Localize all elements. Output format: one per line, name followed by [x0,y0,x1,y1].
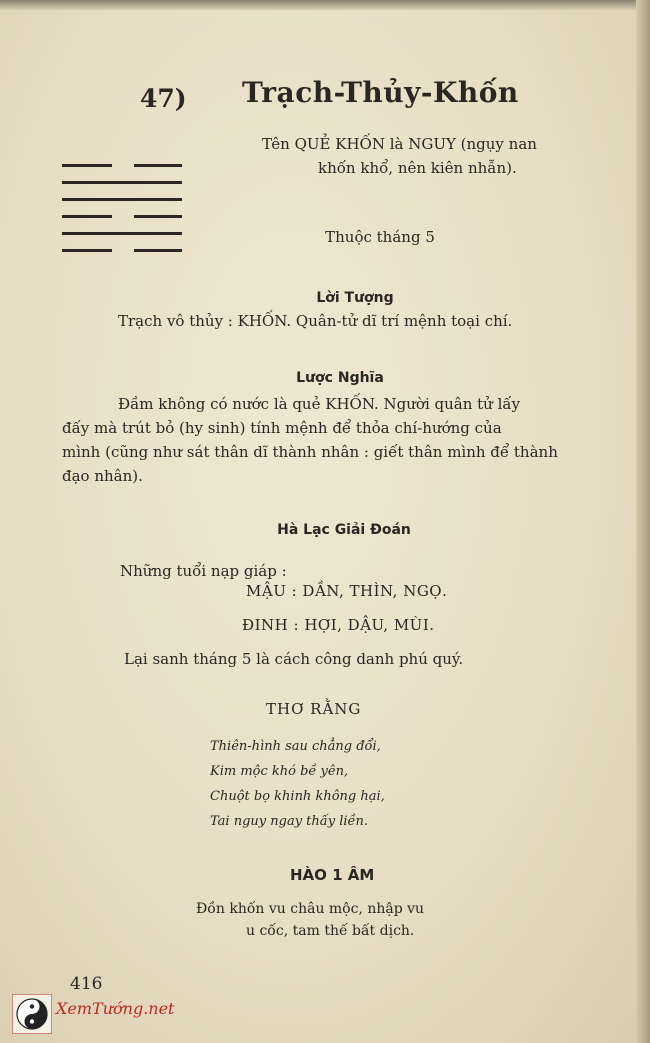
poem-line: Chuột bọ khinh không hại, [210,789,385,804]
hao-heading: HÀO 1 ÂM [290,866,375,884]
ha-lac-dinh: ĐINH : HỢI, DẬU, MÙI. [242,616,435,634]
hao-text [196,898,424,942]
hexagram-line-yin [134,164,182,167]
chapter-title: Trạch-Thủy-Khốn [242,76,519,109]
loi-tuong-text: Trạch vô thủy : KHỐN. Quân-tử dĩ trí mệnh toại chí. [118,312,513,330]
poem-heading: THƠ RẰNG [266,700,362,718]
poem-line: Thiên-hình sau chẳng đổi, [210,739,381,754]
poem [210,734,385,834]
ha-lac-mau: MẬU : DẦN, THÌN, NGỌ. [246,582,448,600]
hexagram-line-yin [134,249,182,252]
hexagram-line-yang [62,181,182,184]
paragraph-line: đấy mà trút bỏ (hy sinh) tính mệnh để thỏa chí-hướng của [62,419,502,437]
page-number: 416 [70,974,103,994]
chapter-number: 47) [140,84,187,113]
ha-lac-intro: Những tuổi nạp giáp : [120,562,287,580]
intro-line-1: Tên QUẺ KHỐN là NGUY (ngụy nan [262,135,537,153]
luoc-nghia-paragraph [62,392,572,488]
hao-line-2: u cốc, tam thế bất dịch. [246,923,415,939]
paragraph-line: mình (cũng như sát thân dĩ thành nhân : giết thân mình để thành [62,443,558,461]
page-top-edge [0,0,650,10]
poem-line: Tai nguy ngay thấy liền. [210,814,369,829]
luoc-nghia-heading: Lược Nghĩa [296,370,384,386]
paragraph-line: đạo nhân). [62,467,143,485]
yin-yang-logo-icon [12,994,52,1034]
intro-text [262,132,562,180]
hexagram-line-yin [134,215,182,218]
intro-line-2: khốn khổ, nên kiên nhẫn). [318,159,517,177]
watermark-link[interactable]: XemTướng.net [56,999,175,1018]
loi-tuong-heading: Lời Tượng [316,290,394,306]
hao-line-1: Đồn khốn vu châu mộc, nhập vu [196,901,425,917]
hexagram-line-yin [62,215,112,218]
hexagram-line-yin [62,164,112,167]
hexagram-line-yin [62,249,112,252]
ha-lac-note: Lại sanh tháng 5 là cách công danh phú quý. [124,650,464,668]
month-text: Thuộc tháng 5 [325,228,435,246]
ha-lac-heading: Hà Lạc Giải Đoán [277,522,411,538]
hexagram-line-yang [62,198,182,201]
poem-line: Kim mộc khó bề yên, [210,764,349,779]
paragraph-line: Đầm không có nước là quẻ KHỐN. Người quân tử lấy [118,395,521,413]
